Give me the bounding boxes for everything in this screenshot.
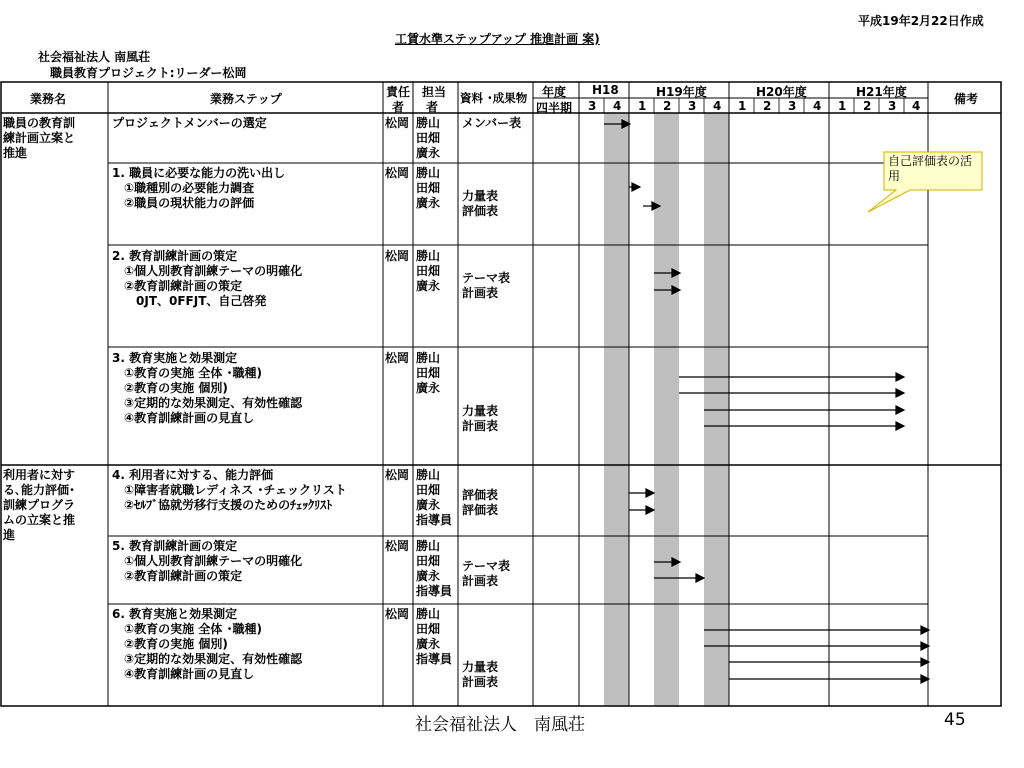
row-in-charge: 勝山 田畑 廣永 (416, 351, 441, 395)
quarter-label: 4 (713, 99, 722, 113)
shade-h19-q2 (654, 113, 679, 706)
quarter-label: 3 (588, 99, 597, 113)
organization-name: 社会福祉法人 南風荘 (38, 50, 151, 64)
row-in-charge: 勝山 田畑 廣永 指導員 (416, 468, 453, 527)
quarter-label: 4 (613, 99, 622, 113)
row-docs: 力量表 計画表 (462, 660, 499, 689)
row-responsible: 松岡 (385, 351, 410, 365)
row-responsible: 松岡 (385, 539, 410, 553)
shade-h18-q4 (604, 113, 629, 706)
quarter-label: 2 (763, 99, 772, 113)
header-resp-2: 者 (392, 100, 405, 114)
header-step: 業務ステップ (210, 92, 282, 106)
row-responsible: 松岡 (385, 607, 410, 621)
row-steps: 4. 利用者に対する、能力評価 ①障害者就職レディネス ･チェックリスト ②ｾﾙﾌﾞ協就労移行支援のためのﾁｪｯｸﾘｽﾄ (112, 468, 347, 512)
footer-organization: 社会福祉法人 南風荘 (415, 715, 585, 735)
quarter-label: 3 (688, 99, 697, 113)
row-steps: 6. 教育実施と効果測定 ①教育の実施 全体 ･職種) ②教育の実施 個別) ③定期的な効果測定、有効性確認 ④教育訓練計画の見直し (112, 607, 303, 681)
quarter-label: 4 (912, 99, 921, 113)
creation-date: 平成19年2月22日作成 (858, 14, 984, 28)
row-steps: プロジェクトメンバーの選定 (112, 116, 267, 130)
row-responsible: 松岡 (385, 166, 410, 180)
row-in-charge: 勝山 田畑 廣永 (416, 116, 441, 160)
header-quarter: 四半期 (536, 101, 573, 115)
callout-text: 自己評価表の活用 (888, 154, 973, 183)
quarter-label: 4 (813, 99, 822, 113)
page-title: 工賃水準ステップアップ 推進計画 案) (395, 32, 600, 46)
row-steps: 1. 職員に必要な能力の洗い出し ①職種別の必要能力調査 ②職員の現状能力の評価 (112, 166, 286, 210)
row-steps: 3. 教育実施と効果測定 ①教育の実施 全体 ･職種) ②教育の実施 個別) ③定期的な効果測定、有効性確認 ④教育訓練計画の見直し (112, 351, 303, 425)
row-docs: 力量表 計画表 (462, 404, 499, 433)
quarter-label: 3 (788, 99, 797, 113)
row-responsible: 松岡 (385, 249, 410, 263)
row-in-charge: 勝山 田畑 廣永 指導員 (416, 539, 453, 598)
header-docs: 資料 ･成果物 (460, 91, 528, 105)
quarter-label: 1 (638, 99, 647, 113)
group-name: 職員の教育訓 練計画立案と 推進 (3, 116, 76, 160)
header-resp-1: 責任 (386, 85, 411, 99)
quarter-label: 1 (738, 99, 747, 113)
header-year: 年度 (542, 85, 567, 99)
page-number: 45 (944, 710, 966, 730)
row-docs: テーマ表 計画表 (462, 559, 511, 588)
row-in-charge: 勝山 田畑 廣永 (416, 166, 441, 210)
row-responsible: 松岡 (385, 116, 410, 130)
header-charge-1: 担当 (422, 85, 447, 99)
quarter-label: 2 (663, 99, 672, 113)
row-in-charge: 勝山 田畑 廣永 指導員 (416, 607, 453, 666)
row-docs: 力量表 評価表 (462, 189, 499, 218)
header-year-h18: H18 (592, 83, 619, 97)
row-responsible: 松岡 (385, 468, 410, 482)
header-year-h19: H19年度 (656, 85, 707, 99)
row-steps: 2. 教育訓練計画の策定 ①個人別教育訓練テーマの明確化 ②教育訓練計画の策定 0JT、0FFJT、自己啓発 (112, 249, 303, 308)
header-task: 業務名 (30, 92, 67, 106)
header-year-h21: H21年度 (856, 85, 907, 99)
header-charge-2: 者 (426, 100, 439, 114)
row-in-charge: 勝山 田畑 廣永 (416, 249, 441, 293)
header-year-h20: H20年度 (756, 85, 807, 99)
row-docs: メンバー表 (462, 116, 522, 130)
row-steps: 5. 教育訓練計画の策定 ①個人別教育訓練テーマの明確化 ②教育訓練計画の策定 (112, 539, 303, 583)
quarter-label: 1 (838, 99, 847, 113)
header-remarks: 備考 (954, 92, 979, 106)
row-docs: 評価表 評価表 (462, 488, 499, 517)
project-name: 職員教育プロジェクト:リーダー松岡 (50, 66, 247, 80)
group-name: 利用者に対す る､能力評価･ 訓練プログラ ムの立案と推 進 (3, 468, 76, 542)
quarter-label: 3 (888, 99, 897, 113)
quarter-label: 2 (863, 99, 872, 113)
row-docs: テーマ表 計画表 (462, 271, 511, 300)
